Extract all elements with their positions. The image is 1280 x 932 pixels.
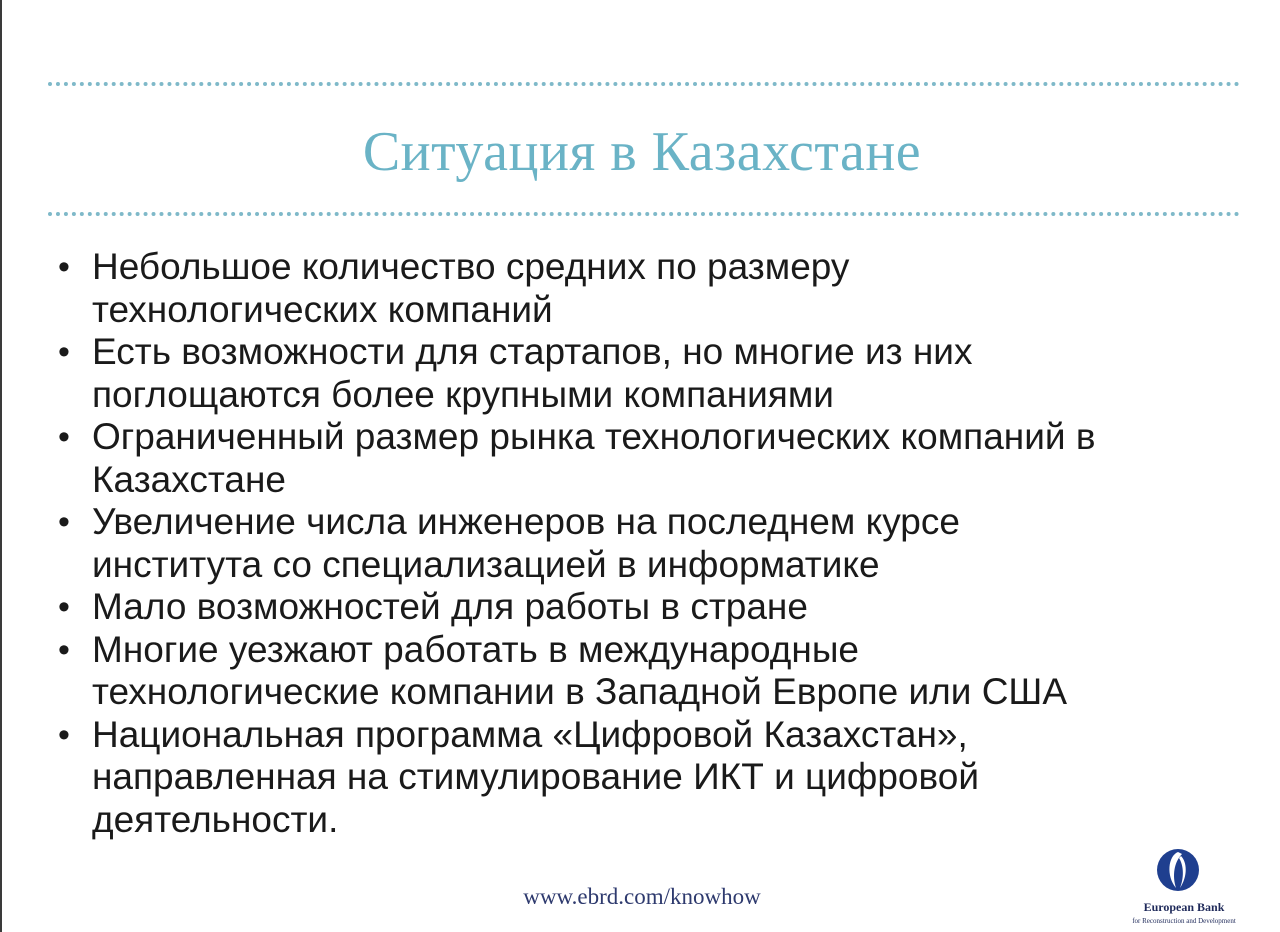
- bullet-dot-icon: •: [58, 630, 70, 669]
- bullet-dot-icon: •: [58, 588, 70, 626]
- ebrd-logo: [1100, 846, 1268, 928]
- bullet-text-line: Казахстане: [92, 458, 286, 500]
- bullet-text-line: технологических компаний: [92, 288, 553, 330]
- bullet-dot-icon: •: [58, 248, 70, 286]
- bullet-item: [54, 501, 1254, 586]
- bullet-list: [54, 246, 1254, 841]
- bullet-text-line: института со специализацией в информатике: [92, 543, 880, 585]
- bullet-text-line: направленная на стимулирование ИКТ и цифровой: [92, 756, 979, 797]
- ebrd-emblem-icon: [1154, 846, 1202, 894]
- logo-bank-name: European Bank: [1143, 900, 1225, 914]
- bullet-item: [54, 714, 1254, 842]
- bullet-text-line: Небольшое количество средних по размеру: [92, 246, 850, 287]
- logo-bank-subtitle: for Reconstruction and Development: [1132, 917, 1236, 925]
- bullet-dot-icon: •: [58, 333, 70, 371]
- bullet-item: [54, 586, 1254, 629]
- bullet-text-line: технологические компании в Западной Европе или США: [92, 671, 1068, 712]
- bottom-dotted-divider: [48, 212, 1240, 216]
- top-dotted-divider: [48, 82, 1240, 86]
- bullet-text-line: Многие уезжают работать в международные: [92, 628, 859, 670]
- bullet-text-line: деятельности.: [92, 798, 339, 840]
- bullet-dot-icon: •: [58, 418, 70, 456]
- bullet-item: [54, 416, 1254, 501]
- bullet-text-line: поглощаются более крупными компаниями: [92, 373, 834, 415]
- bullet-text-line: Мало возможностей для работы в стране: [92, 586, 808, 627]
- bullet-text-line: Национальная программа «Цифровой Казахстан»,: [92, 713, 968, 755]
- slide-title: Ситуация в Казахстане: [362, 121, 922, 183]
- bullet-dot-icon: •: [58, 715, 70, 754]
- bullet-text-line: Есть возможности для стартапов, но многие из них: [92, 331, 973, 372]
- bullet-item: [54, 629, 1254, 714]
- bullet-text-line: Увеличение числа инженеров на последнем курсе: [92, 501, 960, 542]
- bullet-dot-icon: •: [58, 503, 70, 541]
- bullet-item: [54, 331, 1254, 416]
- bullet-item: [54, 246, 1254, 331]
- footer-url: www.ebrd.com/knowhow: [523, 884, 761, 909]
- bullet-text-line: Ограниченный размер рынка технологических компаний в: [92, 416, 1096, 457]
